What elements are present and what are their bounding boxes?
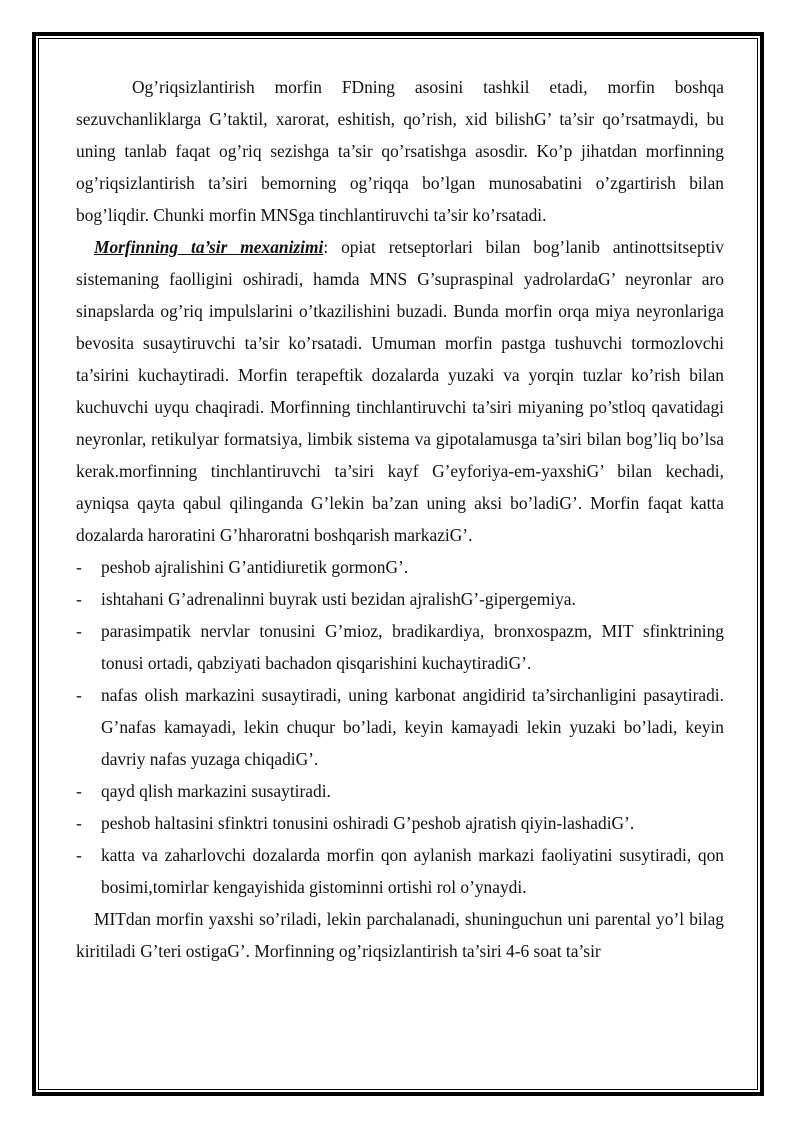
paragraph-mechanism xyxy=(76,231,724,551)
list-item-text: nafas olish markazini susaytiradi, uning karbonat angidirid ta’sirchanligini pasaytiradi. G’nafas kamayadi, lekin chuqur bo’ladi, keyin kamayadi lekin yuzaki bo’ladi, keyin davriy nafas yuzaga chiqadiG’. xyxy=(101,685,724,769)
list-item xyxy=(76,679,724,775)
list-item xyxy=(76,583,724,615)
list-item xyxy=(76,551,724,583)
paragraph-administration: MITdan morfin yaxshi so’riladi, lekin parchalanadi, shuninguchun uni parental yo’l bilag kiritiladi G’teri ostigaG’. Morfinning og’riqsizlantirish ta’siri 4-6 soat ta’sir xyxy=(76,909,724,961)
list-dash: - xyxy=(76,557,82,577)
list-dash: - xyxy=(76,813,82,833)
list-item xyxy=(76,807,724,839)
list-dash: - xyxy=(76,621,82,641)
document-body xyxy=(76,71,724,967)
list-item xyxy=(76,839,724,903)
list-item-text: katta va zaharlovchi dozalarda morfin qon aylanish markazi faoliyatini susytiradi, qon bosimi,tomirlar kengayishida gistominni ortishi rol o’ynaydi. xyxy=(101,845,724,897)
list-dash: - xyxy=(76,589,82,609)
effects-list xyxy=(76,551,724,903)
list-item-text: parasimpatik nervlar tonusini G’mioz, bradikardiya, bronxospazm, MIT sfinktrining tonusi ortadi, qabziyati bachadon qisqarishini kuchaytiradiG’. xyxy=(101,621,724,673)
list-dash: - xyxy=(76,781,82,801)
list-item-text: peshob haltasini sfinktri tonusini oshiradi G’peshob ajratish qiyin-lashadiG’. xyxy=(101,813,635,833)
mechanism-heading: Morfinning ta’sir mexanizimi xyxy=(94,237,324,257)
list-dash: - xyxy=(76,845,82,865)
mechanism-text: : opiat retseptorlari bilan bog’lanib antinottsitseptiv sistemaning faolligini oshiradi, hamda MNS G’supraspinal yadrolardaG’ neyronlar aro sinapslarda og’riq impulslarini o’tkazilishini buzadi. Bunda morfin orqa miya neyronlariga bevosita susaytiruvchi ta’sir ko’rsatadi. Umuman morfin pastga tushuvchi tormozlovchi ta’sirini kuchaytiradi. Morfin terapeftik dozalarda yuzaki va yorqin tuzlar ko’rish bilan kuchuvchi uyqu chaqiradi. Morfinning tinchlantiruvchi ta’siri miyaning po’stloq qavatidagi neyronlar, retikulyar formatsiya, limbik sistema va gipotalamusga ta’siri bilan bog’liq bo’lsa kerak.morfinning tinchlantiruvchi ta’siri kayf G’eyforiya-em-yaxshiG’ bilan kechadi, ayniqsa qayta qabul qilinganda G’lekin ba’zan uning aksi bo’ladiG’. Morfin faqat katta dozalarda haroratini G’hharoratni boshqarish markaziG’. xyxy=(76,237,724,545)
list-item xyxy=(76,775,724,807)
list-item-text: qayd qlish markazini susaytiradi. xyxy=(101,781,331,801)
list-item xyxy=(76,615,724,679)
list-item-text: peshob ajralishini G’antidiuretik gormonG’. xyxy=(101,557,409,577)
list-dash: - xyxy=(76,685,82,705)
list-item-text: ishtahani G’adrenalinni buyrak usti bezidan ajralishG’-gipergemiya. xyxy=(101,589,576,609)
paragraph-analgesia: Og’riqsizlantirish morfin FDning asosini tashkil etadi, morfin boshqa sezuvchanliklarga G’taktil, xarorat, eshitish, qo’rish, xid bilishG’ ta’sir qo’rsatmaydi, bu uning tanlab faqat og’riq sezishga ta’sir qo’rsatishga asosdir. Ko’p jihatdan morfinning og’riqsizlantirish ta’siri bemorning og’riqqa bo’lgan munosabatini o’zgartirish bilan bog’liqdir. Chunki morfin MNSga tinchlantiruvchi ta’sir ko’rsatadi. xyxy=(76,77,724,225)
